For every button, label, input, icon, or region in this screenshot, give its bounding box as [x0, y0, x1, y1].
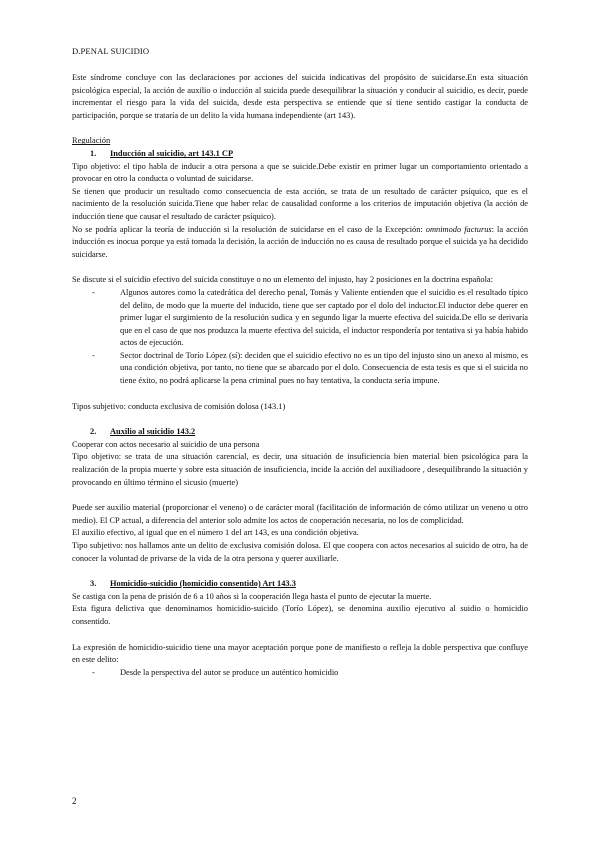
- list-item: - Desde la perspectiva del autor se produce un auténtico homicidio: [92, 667, 528, 680]
- section-2-paragraph: El auxilio efectivo, al igual que en el número 1 del art 143, es una condición objetiva.: [72, 528, 359, 538]
- section-3-heading: [90, 578, 528, 591]
- regulacion-heading: Regulación: [72, 136, 111, 146]
- list-item-text: Desde la perspectiva del autor se produce un auténtico homicidio: [120, 667, 339, 677]
- section-1-paragraph: Se tienen que producir un resultado como consecuencia de esta acción, se trata de un resultado de carácter psíquico, que es el nacimiento de la resolución suicida.Tiene que haber relac de causalidad conforme a los criterios de imputación objetiva (la acción de inducción tiene que causar el resultado de carácter psíquico).: [72, 186, 528, 221]
- section-1-number: 1.: [90, 148, 97, 158]
- section-2-paragraph: Tipo subjetivo: nos hallamos ante un delito de exclusiva comisión dolosa. El que coopera con actos necesarios al suicido de otro, ha de conocer la voluntad de privarse de la vida de la otra persona y querer auxiliarle.: [72, 541, 528, 563]
- list-item: - Algunos autores como la catedrática del derecho penal, Tomás y Valiente entienden que el suicidio es el resultado típico del delito, de modo que la muerte del inducido, tiene que ser captado por el dolo del inductor.El inductor debe querer en primer lugar el surgimiento de la resolución sudica y en segundo ligar la muerte efectiva del suicida.De ello se derivaría que en el caso de que nos produzca la muerte efectiva del suicida, el inductor respondería por tentativa si ya había habido actos de ejecución.: [92, 287, 528, 350]
- section-3-paragraph: La expresión de homicidio-suicidio tiene una mayor aceptación porque pone de manifiesto o refleja la doble perspectiva que confluye en este delito:: [72, 642, 528, 665]
- text-span: No se podría aplicar la teoría de inducción si la resolución de suicidarse en el caso de la Excepción:: [72, 224, 426, 234]
- text-span: : la acción inducción es inocua porque ya está tomada la decisión, la acción de inducción no es causa de resultado porque el suicida ya ha decidido suicidarse.: [72, 224, 529, 259]
- section-1-paragraph: Tipos subjetivo: conducta exclusiva de comisión dolosa (143.1): [72, 401, 286, 411]
- section-2-paragraph: Puede ser auxilio material (proporcionar el veneno) o de carácter moral (facilitación de información de cómo utilizar un veneno u otro medio). El CP actual, a diferencia del anterior solo admite los actos de cooperación necesaria, no los de complicidad.: [72, 503, 528, 525]
- section-2-paragraph: Tipo objetivo: se trata de una situación carencial, es decir, una situación de insuficiencia bien material bien psicológica para la realización de la propia muerte y sobre esta situación de insuficiencia, incide la acción del auxiliadoore , desequilibrando la situación y provocando en último término el sicusio (muerte): [72, 452, 528, 487]
- section-1-paragraph: Tipo objetivo: el tipo habla de inducir a otra persona a que se suicide.Debe existir en primer lugar un comportamiento orientado a provocar en otro la conducta o voluntad de suicidarse.: [72, 161, 528, 184]
- section-3-paragraph: Se castiga con la pena de prisión de 6 a 10 años si la cooperación llega hasta el punto de ejecutar la muerte.: [72, 591, 432, 601]
- section-1-title: Inducción al suicidio, art 143.1 CP: [110, 148, 234, 158]
- list-item-text: Sector doctrinal de Torío López (sí): deciden que el suicidio efectivo no es un tipo del injusto sino un anexo al mismo, es una condición objetiva, por tanto, no tiene que se abarcado por el dolo. Consecuencia de esta tesis es que si el suicida no tiene éxito, no podrá aplicarse la pena criminal pues no hay tentativa, la conducta sería impune.: [120, 350, 528, 386]
- page-header: D.PENAL SUICIDIO: [72, 46, 150, 56]
- section-3-bullet-list: [72, 667, 528, 680]
- section-1-paragraph: Se discute si el suicidio efectivo del suicida constituye o no un elemento del injusto, hay 2 posiciones en la doctrina española:: [72, 275, 493, 285]
- section-2-heading: [90, 426, 528, 439]
- section-1-heading: [90, 148, 528, 161]
- section-2-paragraph: Cooperar con actos necesario al suicidio de una persona: [72, 439, 260, 449]
- section-3-paragraph: Esta figura delictiva que denominamos homicidio-suicido (Torío López), se denomina auxilio ejecutivo al suidio o homicidio consentido.: [72, 604, 528, 626]
- intro-paragraph: Este síndrome concluye con las declaraciones por acciones del suicida indicativas del propósito de suicidarse.En esta situación psicológica especial, la acción de auxilio o inducción al suicida puede desequilibrar la situación y conducir al suicidio, es decir, puede incrementar el riesgo para la vida del suicida, desde esta perspectiva se entiende que sí tiene sentido castigar la conducta de participación, porque se trataría de un delito la vida humana independiente (art 143).: [72, 73, 528, 120]
- page-number: 2: [72, 796, 77, 806]
- list-item-text: Algunos autores como la catedrática del derecho penal, Tomás y Valiente entienden que el suicidio es el resultado típico del delito, de modo que la muerte del inducido, tiene que ser captado por el dolo del inductor.El inductor debe querer en primer lugar el surgimiento de la resolución sudica y en segundo ligar la muerte efectiva del suicida.De ello se derivaría que en el caso de que nos produzca la muerte efectiva del suicida, el inductor respondería por tentativa si ya había habido actos de ejecución.: [120, 287, 528, 348]
- list-item: - Sector doctrinal de Torío López (sí): deciden que el suicidio efectivo no es un tipo del injusto sino un anexo al mismo, es una condición objetiva, por tanto, no tiene que se abarcado por el dolo. Consecuencia de esta tesis es que si el suicida no tiene éxito, no podrá aplicarse la pena criminal pues no hay tentativa, la conducta sería impune.: [92, 350, 528, 388]
- latin-term: omnimodo facturus: [425, 224, 492, 234]
- section-3-number: 3.: [90, 579, 97, 589]
- section-1-bullet-list: [72, 287, 528, 388]
- section-3-title: Homicidio-suicidio (homicidio consentido) Art 143.3: [110, 579, 296, 589]
- section-2-title: Auxilio al suicidio 143.2: [110, 427, 196, 437]
- section-1-paragraph: [72, 224, 528, 262]
- section-2-number: 2.: [90, 427, 97, 437]
- document-body: [72, 72, 528, 679]
